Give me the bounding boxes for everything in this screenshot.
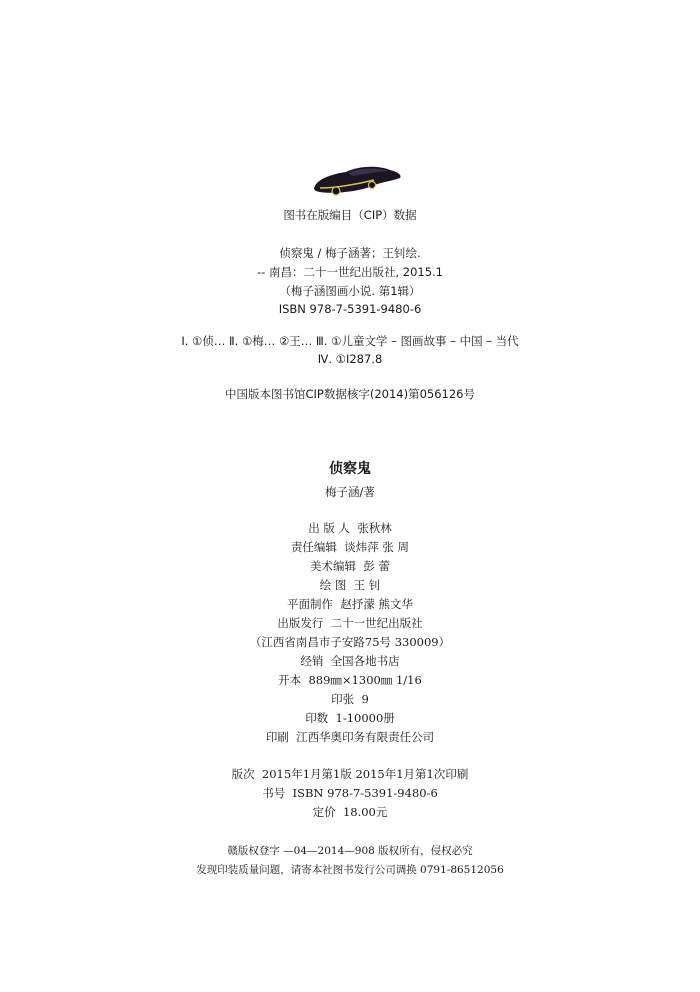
credit-art-editor <box>0 558 700 574</box>
credit-label: 印数 <box>305 711 329 725</box>
credit-label: 绘 图 <box>319 578 347 592</box>
credit-distributor <box>0 615 700 631</box>
rights-statement: 赣版权登字 —04—2014—908 版权所有，侵权必究 <box>227 845 473 857</box>
credit-value: 9 <box>361 692 369 706</box>
credit-value: 江西华奥印务有限责任公司 <box>296 730 435 744</box>
cip-line-title: 侦察鬼 / 梅子涵著；王钊绘. <box>279 246 421 260</box>
edition-line <box>0 766 700 782</box>
credit-value: 1-10000册 <box>335 711 395 725</box>
isbn-value: ISBN 978-7-5391-9480-6 <box>292 786 438 800</box>
edition-label: 版次 <box>231 767 255 781</box>
credit-value: 彭 蕾 <box>363 559 390 573</box>
cip-library-number: 中国版本图书馆CIP数据核字(2014)第056126号 <box>225 387 475 401</box>
credit-format <box>0 672 700 688</box>
credit-label: 印张 <box>331 692 355 706</box>
credit-address: （江西省南昌市子安路75号 330009） <box>249 635 451 649</box>
credit-print-run <box>0 710 700 726</box>
credit-value: 王 钊 <box>353 578 381 592</box>
price-line <box>0 804 700 820</box>
book-title: 侦察鬼 <box>329 461 371 477</box>
credit-publisher-person <box>0 520 700 536</box>
credit-label: 印刷 <box>265 730 289 744</box>
credit-label: 开本 <box>278 673 302 687</box>
credit-label: 责任编辑 <box>290 540 337 554</box>
book-author: 梅子涵/著 <box>325 485 375 499</box>
credit-responsible-editor <box>0 539 700 555</box>
credit-sheets <box>0 691 700 707</box>
car-emblem <box>312 162 404 198</box>
quality-notice: 发现印装质量问题，请寄本社图书发行公司调换 0791-86512056 <box>196 864 504 876</box>
credit-layout <box>0 596 700 612</box>
credit-value: 889㎜×1300㎜ 1/16 <box>308 673 422 687</box>
car-icon <box>312 162 404 198</box>
credit-value: 二十一世纪出版社 <box>330 616 423 630</box>
credit-label: 经销 <box>300 654 324 668</box>
edition-value: 2015年1月第1版 2015年1月第1次印刷 <box>261 767 469 781</box>
credit-label: 出版发行 <box>277 616 324 630</box>
credit-label: 美术编辑 <box>310 559 357 573</box>
credit-value: 谈炜萍 张 周 <box>344 540 410 554</box>
credit-illustrator <box>0 577 700 593</box>
price-label: 定价 <box>312 805 336 819</box>
isbn-label: 书号 <box>262 786 286 800</box>
credit-label: 出 版 人 <box>308 521 350 535</box>
cip-line-series: （梅子涵图画小说. 第1辑） <box>279 284 421 298</box>
cip-line-isbn: ISBN 978-7-5391-9480-6 <box>278 302 422 316</box>
credit-value: 全国各地书店 <box>330 654 400 668</box>
cip-heading: 图书在版编目（CIP）数据 <box>283 208 417 222</box>
cip-line-publisher: -- 南昌：二十一世纪出版社, 2015.1 <box>256 265 443 279</box>
credit-seller <box>0 653 700 669</box>
credit-value: 赵抒濛 熊文华 <box>340 597 413 611</box>
isbn-line <box>0 785 700 801</box>
credit-value: 张秋林 <box>357 521 392 535</box>
credit-printer <box>0 729 700 745</box>
cip-classification-line-1: Ⅰ. ①侦… Ⅱ. ①梅… ②王… Ⅲ. ①儿童文学 – 图画故事 – 中国 – 当代 <box>181 334 519 348</box>
credit-label: 平面制作 <box>287 597 334 611</box>
cip-classification-line-2: Ⅳ. ①I287.8 <box>317 352 383 366</box>
price-value: 18.00元 <box>342 805 388 819</box>
